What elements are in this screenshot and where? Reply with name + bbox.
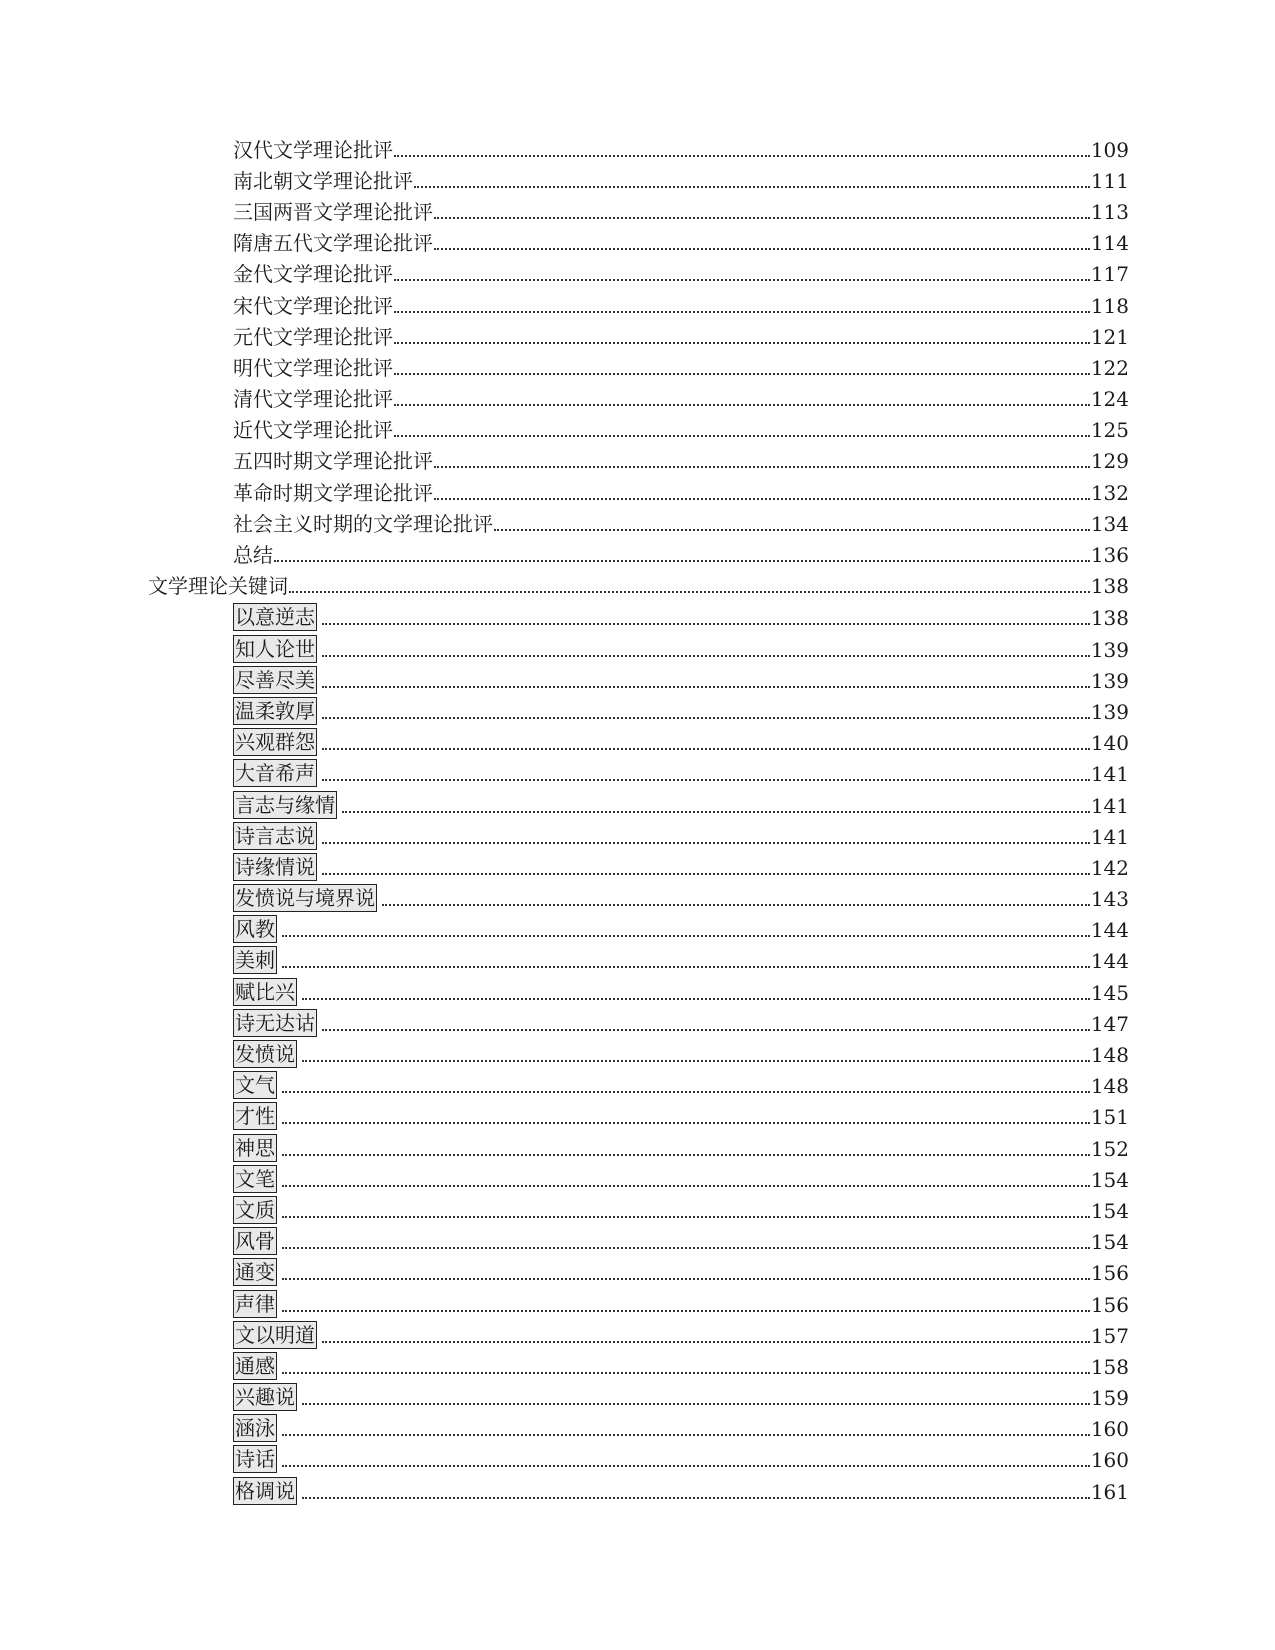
toc-entry-title[interactable]: 文以明道	[235, 1322, 315, 1347]
toc-entry[interactable]	[0, 415, 1275, 446]
toc-entry-line	[233, 324, 1129, 350]
toc-entry-title[interactable]: 文学理论关键词	[148, 574, 288, 599]
toc-entry[interactable]	[0, 1070, 1275, 1101]
dot-leader	[322, 872, 1090, 875]
toc-entry-page-number: 111	[1090, 168, 1129, 193]
toc-entry-page-number: 117	[1090, 262, 1129, 287]
toc-entry-line	[233, 1445, 1129, 1473]
table-of-contents	[0, 134, 1275, 1506]
dot-leader	[282, 1433, 1090, 1436]
dot-leader	[282, 934, 1090, 937]
toc-entry-title[interactable]: 发愤说	[235, 1042, 295, 1067]
toc-entry-page-number: 144	[1090, 918, 1129, 943]
dot-leader	[274, 559, 1090, 562]
toc-entry-page-number: 160	[1090, 1448, 1129, 1473]
toc-entry-line	[233, 230, 1129, 256]
toc-entry-title[interactable]: 南北朝文学理论批评	[233, 168, 413, 193]
toc-entry-page-number: 154	[1090, 1198, 1129, 1223]
toc-entry-page-number: 129	[1090, 449, 1129, 474]
toc-entry-title[interactable]: 神思	[235, 1135, 275, 1160]
dot-leader	[282, 1121, 1090, 1124]
toc-entry[interactable]	[0, 1444, 1275, 1475]
toc-entry-line	[233, 1102, 1129, 1130]
toc-entry-line	[233, 1040, 1129, 1068]
toc-entry-page-number: 114	[1090, 231, 1129, 256]
dot-leader	[394, 310, 1090, 313]
toc-entry-page-number: 145	[1090, 980, 1129, 1005]
toc-entry-page-number: 132	[1090, 480, 1129, 505]
toc-entry[interactable]	[0, 883, 1275, 914]
dot-leader	[302, 1059, 1090, 1062]
toc-entry-line	[233, 511, 1129, 537]
toc-entry-title[interactable]: 大音希声	[235, 761, 315, 786]
toc-entry-page-number: 160	[1090, 1417, 1129, 1442]
toc-entry-title[interactable]: 诗缘情说	[235, 854, 315, 879]
toc-entry[interactable]	[0, 1319, 1275, 1350]
toc-entry-page-number: 154	[1090, 1167, 1129, 1192]
toc-entry-page-number: 142	[1090, 855, 1129, 880]
toc-entry-title[interactable]: 文气	[235, 1073, 275, 1098]
toc-entry[interactable]	[0, 446, 1275, 477]
toc-entry[interactable]	[0, 851, 1275, 882]
dot-leader	[322, 1028, 1090, 1031]
toc-entry-title[interactable]: 三国两晋文学理论批评	[233, 199, 433, 224]
toc-entry[interactable]	[0, 1382, 1275, 1413]
toc-entry[interactable]	[0, 1132, 1275, 1163]
toc-entry-line	[233, 1352, 1129, 1380]
toc-entry[interactable]	[0, 134, 1275, 165]
dot-leader	[282, 1153, 1090, 1156]
dot-leader	[394, 278, 1090, 281]
toc-entry-page-number: 124	[1090, 387, 1129, 412]
toc-entry[interactable]	[0, 1288, 1275, 1319]
toc-entry-page-number: 148	[1090, 1043, 1129, 1068]
toc-entry-page-number: 158	[1090, 1354, 1129, 1379]
toc-entry-title[interactable]: 以意逆志	[235, 605, 315, 630]
toc-entry[interactable]	[0, 1101, 1275, 1132]
toc-entry-page-number: 152	[1090, 1136, 1129, 1161]
toc-entry-page-number: 156	[1090, 1292, 1129, 1317]
toc-entry-title[interactable]: 言志与缘情	[235, 792, 335, 817]
dot-leader	[322, 685, 1090, 688]
toc-entry-page-number: 125	[1090, 418, 1129, 443]
toc-entry-title[interactable]: 革命时期文学理论批评	[233, 480, 433, 505]
toc-entry-line	[233, 1321, 1129, 1349]
toc-entry-title[interactable]: 宋代文学理论批评	[233, 293, 393, 318]
dot-leader	[322, 841, 1090, 844]
toc-entry-page-number: 156	[1090, 1261, 1129, 1286]
toc-entry-title[interactable]: 知人论世	[235, 636, 315, 661]
toc-entry[interactable]	[0, 758, 1275, 789]
toc-entry-title[interactable]: 汉代文学理论批评	[233, 137, 393, 162]
toc-entry-title[interactable]: 诗无达诂	[235, 1010, 315, 1035]
toc-entry-page-number: 148	[1090, 1074, 1129, 1099]
toc-entry-line	[233, 759, 1129, 787]
dot-leader	[434, 247, 1090, 250]
toc-entry-title[interactable]: 隋唐五代文学理论批评	[233, 231, 433, 256]
toc-entry-line	[233, 137, 1129, 163]
toc-entry-line	[233, 884, 1129, 912]
toc-entry-page-number: 154	[1090, 1230, 1129, 1255]
dot-leader	[394, 403, 1090, 406]
toc-entry-page-number: 147	[1090, 1011, 1129, 1036]
dot-leader	[302, 1496, 1090, 1499]
toc-entry[interactable]	[0, 259, 1275, 290]
toc-entry-page-number: 141	[1090, 824, 1129, 849]
toc-entry[interactable]	[0, 228, 1275, 259]
dot-leader	[382, 903, 1090, 906]
dot-leader	[302, 997, 1090, 1000]
toc-entry[interactable]	[0, 976, 1275, 1007]
toc-entry-title[interactable]: 社会主义时期的文学理论批评	[233, 511, 493, 536]
dot-leader	[434, 497, 1090, 500]
toc-entry-page-number: 140	[1090, 731, 1129, 756]
toc-entry-line	[233, 1165, 1129, 1193]
toc-entry[interactable]	[0, 1194, 1275, 1225]
toc-entry-page-number: 121	[1090, 324, 1129, 349]
toc-entry[interactable]	[0, 914, 1275, 945]
toc-entry-line	[233, 199, 1129, 225]
toc-entry-line	[233, 1290, 1129, 1318]
toc-entry[interactable]	[0, 1163, 1275, 1194]
toc-entry-title[interactable]: 声律	[235, 1291, 275, 1316]
dot-leader	[342, 810, 1090, 813]
toc-entry-page-number: 151	[1090, 1105, 1129, 1130]
toc-entry[interactable]	[0, 1007, 1275, 1038]
toc-entry-page-number: 138	[1090, 574, 1129, 599]
toc-entry[interactable]	[0, 165, 1275, 196]
toc-entry-line	[233, 635, 1129, 663]
toc-entry[interactable]	[0, 290, 1275, 321]
toc-entry[interactable]	[0, 633, 1275, 664]
toc-entry-page-number: 136	[1090, 543, 1129, 568]
dot-leader	[282, 1246, 1090, 1249]
toc-entry-line	[233, 1477, 1129, 1505]
toc-entry-line	[233, 666, 1129, 694]
toc-entry-page-number: 159	[1090, 1386, 1129, 1411]
toc-entry[interactable]	[0, 508, 1275, 539]
toc-entry[interactable]	[0, 695, 1275, 726]
toc-entry-line	[233, 1134, 1129, 1162]
dot-leader	[494, 528, 1090, 531]
toc-entry-line	[233, 355, 1129, 381]
toc-entry-title[interactable]: 兴趣说	[235, 1385, 295, 1410]
toc-entry-line	[233, 853, 1129, 881]
toc-entry-line	[233, 1009, 1129, 1037]
dot-leader	[282, 1184, 1090, 1187]
toc-entry-line	[233, 1227, 1129, 1255]
toc-entry-line	[148, 573, 1129, 599]
toc-entry-page-number: 161	[1090, 1479, 1129, 1504]
toc-entry-line	[233, 448, 1129, 474]
dot-leader	[322, 778, 1090, 781]
toc-entry-title[interactable]: 元代文学理论批评	[233, 324, 393, 349]
toc-entry-title[interactable]: 温柔敦厚	[235, 698, 315, 723]
toc-entry[interactable]	[0, 664, 1275, 695]
toc-entry-page-number: 118	[1090, 293, 1129, 318]
dot-leader	[322, 716, 1090, 719]
toc-entry-line	[233, 978, 1129, 1006]
toc-entry-page-number: 141	[1090, 793, 1129, 818]
toc-entry-line	[233, 946, 1129, 974]
dot-leader	[434, 216, 1090, 219]
toc-entry-line	[233, 417, 1129, 443]
toc-entry-line	[233, 791, 1129, 819]
dot-leader	[322, 1340, 1090, 1343]
toc-entry-title[interactable]: 才性	[235, 1104, 275, 1129]
toc-entry[interactable]	[0, 571, 1275, 602]
toc-entry-title[interactable]: 赋比兴	[235, 979, 295, 1004]
toc-entry[interactable]	[0, 1413, 1275, 1444]
dot-leader	[322, 622, 1090, 625]
toc-entry-line	[233, 1414, 1129, 1442]
toc-entry[interactable]	[0, 321, 1275, 352]
dot-leader	[282, 1215, 1090, 1218]
dot-leader	[289, 590, 1090, 593]
toc-entry-line	[233, 1196, 1129, 1224]
toc-entry-page-number: 109	[1090, 137, 1129, 162]
toc-entry-page-number: 139	[1090, 699, 1129, 724]
toc-entry-line	[233, 168, 1129, 194]
dot-leader	[394, 341, 1090, 344]
toc-entry-title[interactable]: 近代文学理论批评	[233, 418, 393, 443]
toc-entry-title[interactable]: 金代文学理论批评	[233, 262, 393, 287]
toc-entry-page-number: 139	[1090, 668, 1129, 693]
dot-leader	[282, 1277, 1090, 1280]
toc-entry[interactable]	[0, 1475, 1275, 1506]
toc-entry-title[interactable]: 兴观群怨	[235, 730, 315, 755]
dot-leader	[394, 372, 1090, 375]
toc-entry[interactable]	[0, 196, 1275, 227]
dot-leader	[322, 747, 1090, 750]
toc-entry-title[interactable]: 文质	[235, 1197, 275, 1222]
toc-entry-title[interactable]: 清代文学理论批评	[233, 387, 393, 412]
toc-entry-title[interactable]: 明代文学理论批评	[233, 355, 393, 380]
toc-entry[interactable]	[0, 477, 1275, 508]
toc-entry-title[interactable]: 通感	[235, 1353, 275, 1378]
toc-entry-title[interactable]: 五四时期文学理论批评	[233, 449, 433, 474]
toc-entry-line	[233, 915, 1129, 943]
toc-entry[interactable]	[0, 539, 1275, 570]
toc-entry-title[interactable]: 尽善尽美	[235, 667, 315, 692]
toc-entry-line	[233, 542, 1129, 568]
toc-entry-title[interactable]: 格调说	[235, 1478, 295, 1503]
toc-entry-line	[233, 386, 1129, 412]
toc-entry-line	[233, 1383, 1129, 1411]
toc-entry-title[interactable]: 发愤说与境界说	[235, 886, 375, 911]
dot-leader	[282, 965, 1090, 968]
toc-entry-page-number: 141	[1090, 762, 1129, 787]
toc-entry-line	[233, 480, 1129, 506]
toc-entry[interactable]	[0, 1038, 1275, 1069]
dot-leader	[322, 654, 1090, 657]
dot-leader	[282, 1309, 1090, 1312]
toc-entry-title[interactable]: 涵泳	[235, 1416, 275, 1441]
toc-entry[interactable]	[0, 352, 1275, 383]
toc-entry-title[interactable]: 诗话	[235, 1447, 275, 1472]
toc-entry[interactable]	[0, 1350, 1275, 1381]
toc-entry[interactable]	[0, 945, 1275, 976]
dot-leader	[434, 465, 1090, 468]
toc-entry[interactable]	[0, 820, 1275, 851]
toc-entry-line	[233, 603, 1129, 631]
toc-entry[interactable]	[0, 384, 1275, 415]
dot-leader	[394, 154, 1090, 157]
toc-entry-line	[233, 1258, 1129, 1286]
dot-leader	[282, 1464, 1090, 1467]
dot-leader	[414, 185, 1090, 188]
toc-entry-page-number: 134	[1090, 511, 1129, 536]
dot-leader	[394, 434, 1090, 437]
toc-entry[interactable]	[0, 727, 1275, 758]
toc-entry-page-number: 157	[1090, 1323, 1129, 1348]
toc-entry-page-number: 143	[1090, 887, 1129, 912]
toc-entry-line	[233, 293, 1129, 319]
toc-entry-title[interactable]: 通变	[235, 1260, 275, 1285]
toc-entry-page-number: 122	[1090, 355, 1129, 380]
toc-entry-page-number: 113	[1090, 199, 1129, 224]
toc-entry[interactable]	[0, 789, 1275, 820]
toc-entry-line	[233, 261, 1129, 287]
toc-entry-title[interactable]: 诗言志说	[235, 823, 315, 848]
toc-entry-line	[233, 697, 1129, 725]
toc-entry[interactable]	[0, 602, 1275, 633]
dot-leader	[282, 1090, 1090, 1093]
dot-leader	[302, 1402, 1090, 1405]
toc-entry-page-number: 144	[1090, 949, 1129, 974]
toc-entry-title[interactable]: 文笔	[235, 1166, 275, 1191]
toc-entry[interactable]	[0, 1226, 1275, 1257]
toc-entry[interactable]	[0, 1257, 1275, 1288]
toc-entry-title[interactable]: 总结	[233, 543, 273, 568]
toc-entry-page-number: 139	[1090, 637, 1129, 662]
toc-entry-line	[233, 822, 1129, 850]
toc-entry-line	[233, 1071, 1129, 1099]
toc-entry-title[interactable]: 美刺	[235, 948, 275, 973]
toc-entry-title[interactable]: 风骨	[235, 1229, 275, 1254]
toc-entry-line	[233, 728, 1129, 756]
dot-leader	[282, 1371, 1090, 1374]
toc-entry-title[interactable]: 风教	[235, 917, 275, 942]
toc-entry-page-number: 138	[1090, 606, 1129, 631]
